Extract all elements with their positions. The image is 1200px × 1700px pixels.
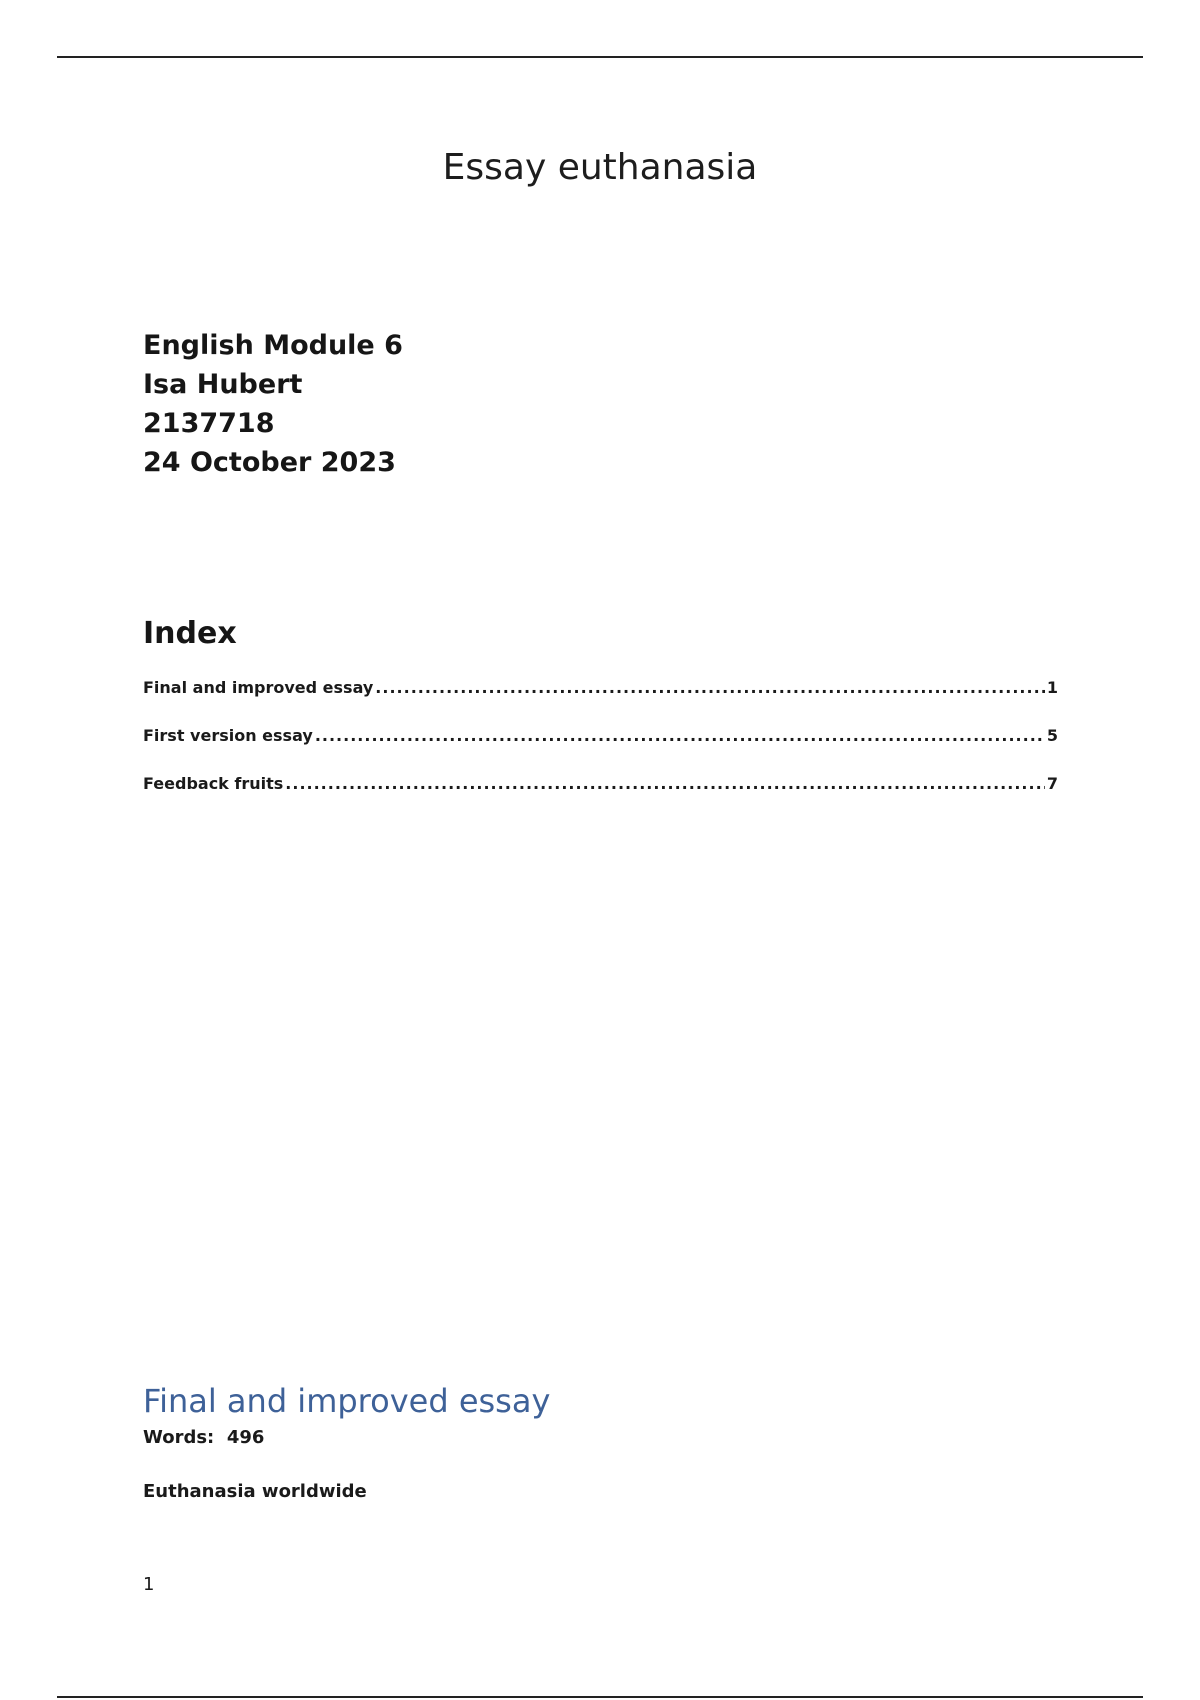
top-rule <box>57 56 1143 58</box>
student-number: 2137718 <box>143 408 275 439</box>
word-count-label: Words: <box>143 1427 215 1448</box>
document-title: Essay euthanasia <box>442 147 758 188</box>
course-name: English Module 6 <box>143 330 403 361</box>
toc-entry-label[interactable]: Final and improved essay <box>143 678 374 697</box>
bottom-rule <box>57 1696 1143 1698</box>
toc-entry[interactable] <box>143 724 1058 772</box>
section-heading: Final and improved essay <box>143 1382 551 1420</box>
word-count <box>143 1425 264 1451</box>
document-meta <box>143 326 403 482</box>
toc-entry-label[interactable]: Feedback fruits <box>143 774 284 793</box>
toc-entry[interactable] <box>143 676 1058 724</box>
page-number: 1 <box>143 1574 155 1595</box>
toc-leader-dots <box>375 676 1045 700</box>
word-count-value: 496 <box>226 1427 265 1448</box>
author-name: Isa Hubert <box>143 369 303 400</box>
table-of-contents <box>143 676 1058 820</box>
toc-entry-page[interactable]: 7 <box>1046 774 1058 793</box>
index-heading: Index <box>143 616 237 651</box>
document-date: 24 October 2023 <box>143 447 396 478</box>
essay-subheading: Euthanasia worldwide <box>143 1481 367 1502</box>
toc-leader-dots <box>285 772 1045 796</box>
toc-entry-page[interactable]: 1 <box>1046 678 1058 697</box>
toc-leader-dots <box>315 724 1045 748</box>
toc-entry[interactable] <box>143 772 1058 820</box>
toc-entry-label[interactable]: First version essay <box>143 726 313 745</box>
toc-entry-page[interactable]: 5 <box>1046 726 1058 745</box>
